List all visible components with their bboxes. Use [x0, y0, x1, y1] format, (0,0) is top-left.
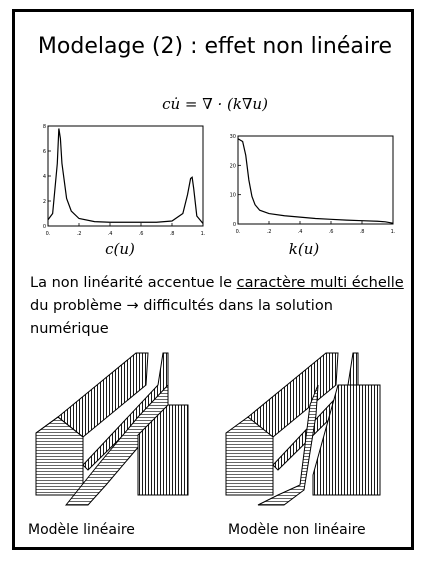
x-tick-label: 1. — [200, 231, 206, 237]
x-tick-label: 0. — [45, 231, 51, 237]
y-tick-label: 2 — [42, 199, 46, 205]
x-tick-label: .2 — [76, 231, 82, 237]
caption-linear: Modèle linéaire — [28, 522, 135, 538]
y-tick-label: 30 — [229, 134, 236, 140]
x-tick-label: .6 — [138, 231, 144, 237]
slide-title: Modelage (2) : effet non linéaire — [37, 34, 393, 59]
y-tick-label: 0 — [42, 224, 46, 230]
x-tick-label: .2 — [266, 229, 272, 235]
y-tick-label: 4 — [42, 174, 46, 180]
x-tick-label: 0. — [235, 229, 241, 235]
y-tick-label: 10 — [229, 192, 236, 199]
plot-left-label: c(u) — [105, 240, 135, 258]
x-tick-label: .8 — [359, 229, 365, 235]
nonlinear-model-illustration — [218, 345, 390, 515]
series-line — [238, 139, 393, 223]
equation: cu̇ = ∇ · (k∇u) — [162, 95, 268, 113]
plot-c-of-u — [30, 118, 208, 240]
caption-nonlinear: Modèle non linéaire — [228, 522, 366, 538]
x-tick-label: 1. — [390, 229, 396, 235]
plot-right-label: k(u) — [288, 240, 320, 258]
x-tick-label: .4 — [297, 229, 303, 235]
y-tick-label: 20 — [229, 163, 236, 170]
y-tick-label: 8 — [42, 124, 46, 130]
body-paragraph — [30, 272, 410, 341]
y-tick-label: 0 — [232, 222, 236, 228]
paragraph-part2: du problème → difficultés dans la solution numérique — [30, 298, 333, 337]
series-line — [48, 129, 203, 224]
paragraph-part1: La non linéarité accentue le — [30, 275, 237, 291]
linear-model-illustration — [28, 345, 200, 515]
x-tick-label: .6 — [328, 229, 334, 235]
plot-k-of-u — [220, 130, 398, 240]
x-tick-label: .4 — [107, 231, 113, 237]
x-tick-label: .8 — [169, 231, 175, 237]
paragraph-underlined: caractère multi échelle — [236, 275, 404, 291]
y-tick-label: 6 — [42, 149, 46, 155]
